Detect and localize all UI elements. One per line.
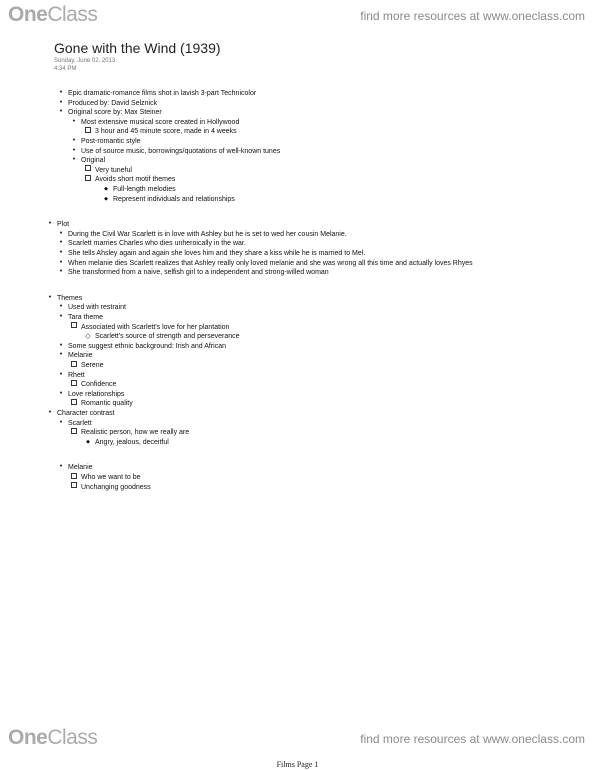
outline-bullet-box-icon: [69, 323, 79, 330]
outline-item: Original score by: Max Steiner: [68, 109, 162, 117]
outline-bullet-dot-icon: [69, 147, 79, 154]
outline-bullet-box-icon: [69, 361, 79, 368]
outline-bullet-dot-icon: [56, 463, 66, 470]
outline-item: When melanie dies Scarlett realizes that Ashley really only loved melanie and she was wrong all this time and actually loves Rhyes: [68, 259, 473, 267]
outline-bullet-dot-icon: [45, 409, 55, 416]
outline-bullet-dot-icon: [56, 371, 66, 378]
outline-item: Most extensive musical score created in Hollywood: [81, 118, 240, 126]
outline-item: Rhett: [68, 371, 85, 379]
outline-bullet-dot-icon: [56, 313, 66, 320]
outline-item: Melanie: [68, 464, 93, 472]
outline-bullet-dot-icon: [69, 156, 79, 163]
outline-item: Angry, jealous, deceitful: [95, 438, 169, 446]
outline-item: Original: [81, 157, 106, 165]
outline-bullet-dot-icon: [45, 294, 55, 301]
outline-bullet-dot-icon: [56, 230, 66, 237]
outline-item: Avoids short motif themes: [95, 176, 176, 184]
outline-item: Associated with Scarlett's love for her plantation: [81, 323, 230, 331]
logo-one-text: One: [8, 726, 48, 749]
tagline-top[interactable]: find more resources at www.oneclass.com: [360, 9, 585, 23]
outline-item: Themes: [57, 294, 83, 302]
outline-item: Very tuneful: [95, 166, 132, 174]
outline-bullet-box-icon: [69, 380, 79, 387]
outline-item: Used with restraint: [68, 304, 126, 312]
outline-item: Scarlett's source of strength and perseverance: [95, 333, 240, 341]
outline-item: Love relationships: [68, 390, 125, 398]
outline-item: Produced by: David Selznick: [68, 99, 158, 107]
outline-item: Use of source music, borrowings/quotations of well-known tunes: [81, 147, 281, 155]
outline-item: Plot: [57, 221, 70, 229]
logo-class-text: Class: [47, 726, 98, 749]
outline-bullet-dot-icon: [56, 259, 66, 266]
outline-bullet-dot-icon: [56, 249, 66, 256]
outline-bullet-box-icon: [69, 399, 79, 406]
outline-bullet-diamond-icon: [83, 438, 93, 445]
outline-bullet-box-icon: [69, 483, 79, 490]
logo-one-text: One: [8, 3, 48, 26]
outline-bullet-dot-icon: [56, 390, 66, 397]
outline-bullet-dot-icon: [69, 137, 79, 144]
oneclass-logo-top: [8, 4, 97, 26]
logo-class-text: Class: [47, 3, 98, 26]
note-time: 4:34 PM: [54, 66, 77, 72]
outline-item: Melanie: [68, 352, 93, 360]
outline-bullet-dot-icon: [69, 118, 79, 125]
outline-bullet-box-icon: [69, 428, 79, 435]
page-title: Gone with the Wind (1939): [54, 40, 221, 56]
outline-item: 3 hour and 45 minute score, made in 4 weeks: [95, 128, 237, 136]
outline-bullet-dot-icon: [56, 268, 66, 275]
outline-bullet-dot-icon: [56, 342, 66, 349]
outline-bullet-dot-icon: [56, 351, 66, 358]
outline-bullet-diamond-icon: [101, 185, 111, 192]
outline-item: Tara theme: [68, 314, 104, 321]
outline-item: Epic dramatic-romance films shot in lavish 3-part Technicolor: [68, 90, 257, 97]
outline-item: Post-romantic style: [81, 138, 141, 145]
outline-item: Unchanging goodness: [81, 483, 151, 491]
outline-item: Character contrast: [57, 410, 115, 417]
outline-bullet-box-icon: [83, 166, 93, 173]
outline-item: Scarlett marries Charles who dies unheroically in the war.: [68, 240, 246, 248]
outline-bullet-dot-icon: [56, 239, 66, 246]
page-footer: Films Page 1: [276, 760, 319, 769]
outline-item: During the Civil War Scarlett is in love with Ashley but he is set to wed her cousin Melanie.: [68, 230, 347, 238]
outline-bullet-dot-icon: [56, 419, 66, 426]
outline-bullet-box-icon: [83, 175, 93, 182]
outline-item: Some suggest ethnic background: Irish and African: [68, 342, 226, 350]
outline-item: Serene: [81, 362, 104, 369]
outline-item: Scarlett: [68, 419, 92, 427]
outline-bullet-diamond-icon: [83, 332, 93, 340]
outline-bullet-diamond-icon: [101, 195, 111, 202]
oneclass-logo-bottom: [8, 727, 97, 749]
outline-item: Full-length melodies: [113, 186, 176, 193]
outline-bullet-dot-icon: [56, 89, 66, 96]
tagline-bottom[interactable]: find more resources at www.oneclass.com: [360, 732, 585, 746]
outline-bullet-box-icon: [83, 127, 93, 134]
outline-item: She transformed from a naive, selfish girl to a independent and strong-willed woman: [68, 269, 329, 277]
outline-item: Who we want to be: [81, 474, 141, 481]
outline-bullet-dot-icon: [56, 99, 66, 106]
outline-bullet-dot-icon: [56, 303, 66, 310]
outline-bullet-dot-icon: [56, 108, 66, 115]
outline-item: She tells Ahsley again and again she loves him and they share a kiss while he is married to Mel.: [68, 250, 366, 257]
outline-bullet-dot-icon: [45, 220, 55, 227]
outline-item: Romantic quality: [81, 400, 133, 408]
note-date: Sunday, June 02, 2013: [54, 58, 116, 64]
outline-item: Represent individuals and relationships: [113, 195, 235, 203]
outline-bullet-box-icon: [69, 473, 79, 480]
outline-item: Confidence: [81, 381, 117, 389]
outline-item: Realistic person, how we really are: [81, 429, 190, 437]
